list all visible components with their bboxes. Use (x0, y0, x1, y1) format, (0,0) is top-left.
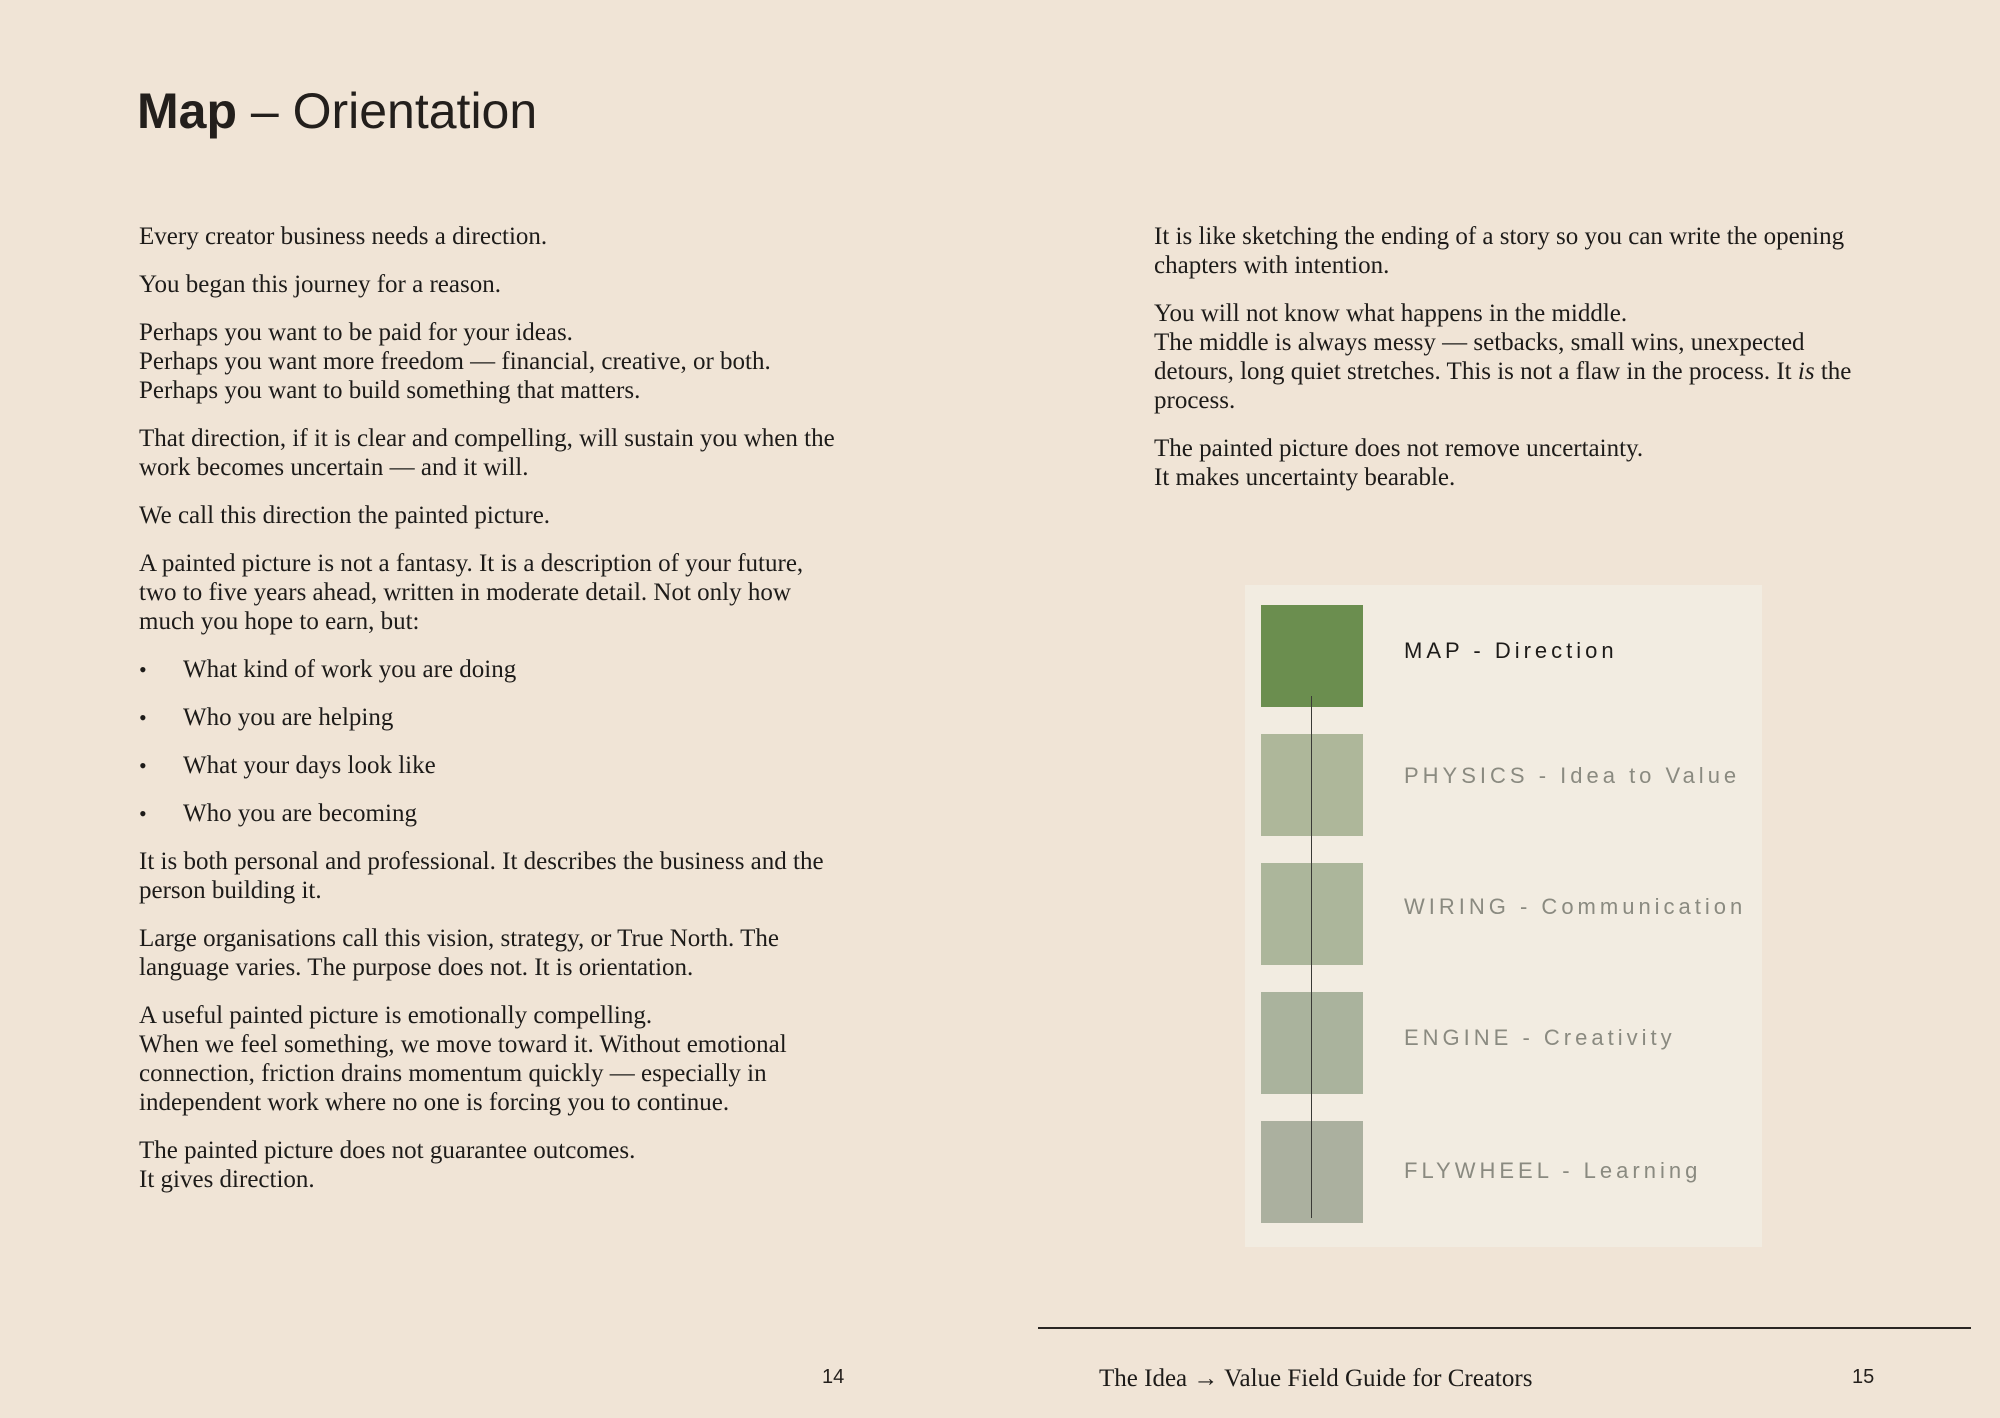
layer-label-map: MAP - Direction (1404, 638, 1618, 663)
right-column (1154, 222, 1894, 511)
layer-square-map (1261, 605, 1363, 707)
paragraph (139, 222, 879, 251)
page-number-left: 14 (822, 1366, 845, 1388)
paragraph (1154, 222, 1894, 280)
text-line: We call this direction the painted picture. (139, 502, 551, 529)
text-line: person building it. (139, 877, 322, 904)
bullet-icon: • (139, 801, 147, 826)
page-number-right: 15 (1852, 1366, 1875, 1388)
paragraph (139, 318, 879, 405)
layer-square-wiring (1261, 863, 1363, 965)
layer-label-flywheel: FLYWHEEL - Learning (1404, 1158, 1702, 1183)
list-item-text: Who you are helping (183, 704, 394, 731)
layer-label-engine: ENGINE - Creativity (1404, 1025, 1676, 1050)
text-fragment: detours, long quiet stretches. This is not a flaw in the process. It (1154, 358, 1798, 385)
text-line: A useful painted picture is emotionally compelling. (139, 1002, 653, 1029)
paragraph (139, 501, 879, 530)
text-line: A painted picture is not a fantasy. It is a description of your future, (139, 550, 804, 577)
text-line: process. (1154, 387, 1236, 414)
list-item-text: What your days look like (183, 752, 436, 779)
text-fragment: the (1814, 358, 1852, 385)
layer-square-flywheel (1261, 1121, 1363, 1223)
left-column (139, 222, 879, 1213)
text-line: Perhaps you want to build something that matters. (139, 377, 641, 404)
layer-label-wiring: WIRING - Communication (1404, 894, 1747, 919)
bullet-icon: • (139, 705, 147, 730)
list-item (139, 799, 879, 828)
text-line: Perhaps you want more freedom — financial, creative, or both. (139, 348, 771, 375)
text-line: It gives direction. (139, 1166, 315, 1193)
text-line: You will not know what happens in the middle. (1154, 300, 1628, 327)
text-line: Perhaps you want to be paid for your ideas. (139, 319, 573, 346)
layers-connector-line (1311, 696, 1312, 1218)
page-title (137, 82, 537, 140)
layer-label-physics: PHYSICS - Idea to Value (1404, 763, 1741, 788)
list-item (139, 751, 879, 780)
paragraph (1154, 299, 1894, 415)
bullet-icon: • (139, 657, 147, 682)
text-line: Every creator business needs a direction. (139, 223, 548, 250)
text-line: The painted picture does not guarantee outcomes. (139, 1137, 636, 1164)
text-line: connection, friction drains momentum quickly — especially in (139, 1060, 767, 1087)
text-line: It makes uncertainty bearable. (1154, 464, 1456, 491)
text-line: That direction, if it is clear and compelling, will sustain you when the (139, 425, 835, 452)
bullet-list (139, 655, 879, 828)
text-line: The painted picture does not remove uncertainty. (1154, 435, 1644, 462)
paragraph (139, 1001, 879, 1117)
text-line: much you hope to earn, but: (139, 608, 420, 635)
layer-square-physics (1261, 734, 1363, 836)
text-line: It is like sketching the ending of a story so you can write the opening (1154, 223, 1845, 250)
layer-square-engine (1261, 992, 1363, 1094)
paragraph (139, 549, 879, 636)
bullet-icon: • (139, 753, 147, 778)
paragraph (139, 924, 879, 982)
text-line: You began this journey for a reason. (139, 271, 501, 298)
text-line: chapters with intention. (1154, 252, 1390, 279)
emphasis-text: is (1797, 358, 1815, 385)
footer-divider (1038, 1327, 1971, 1329)
text-line: two to five years ahead, written in moderate detail. Not only how (139, 579, 791, 606)
paragraph (139, 424, 879, 482)
footer-book-title: The Idea → Value Field Guide for Creators (1099, 1365, 1533, 1392)
list-item-text: What kind of work you are doing (183, 656, 517, 683)
paragraph (1154, 434, 1894, 492)
list-item-text: Who you are becoming (183, 800, 417, 827)
text-line: When we feel something, we move toward it. Without emotional (139, 1031, 787, 1058)
text-line: language varies. The purpose does not. It is orientation. (139, 954, 694, 981)
paragraph (139, 847, 879, 905)
page-title-rest: – Orientation (237, 83, 538, 139)
text-line: independent work where no one is forcing you to continue. (139, 1089, 730, 1116)
text-line (1154, 357, 1894, 386)
text-line: work becomes uncertain — and it will. (139, 454, 529, 481)
list-item (139, 703, 879, 732)
list-item (139, 655, 879, 684)
text-line: It is both personal and professional. It describes the business and the (139, 848, 824, 875)
paragraph (139, 270, 879, 299)
text-line: The middle is always messy — setbacks, small wins, unexpected (1154, 329, 1805, 356)
page-title-bold: Map (137, 83, 237, 139)
paragraph (139, 1136, 879, 1194)
text-line: Large organisations call this vision, strategy, or True North. The (139, 925, 779, 952)
